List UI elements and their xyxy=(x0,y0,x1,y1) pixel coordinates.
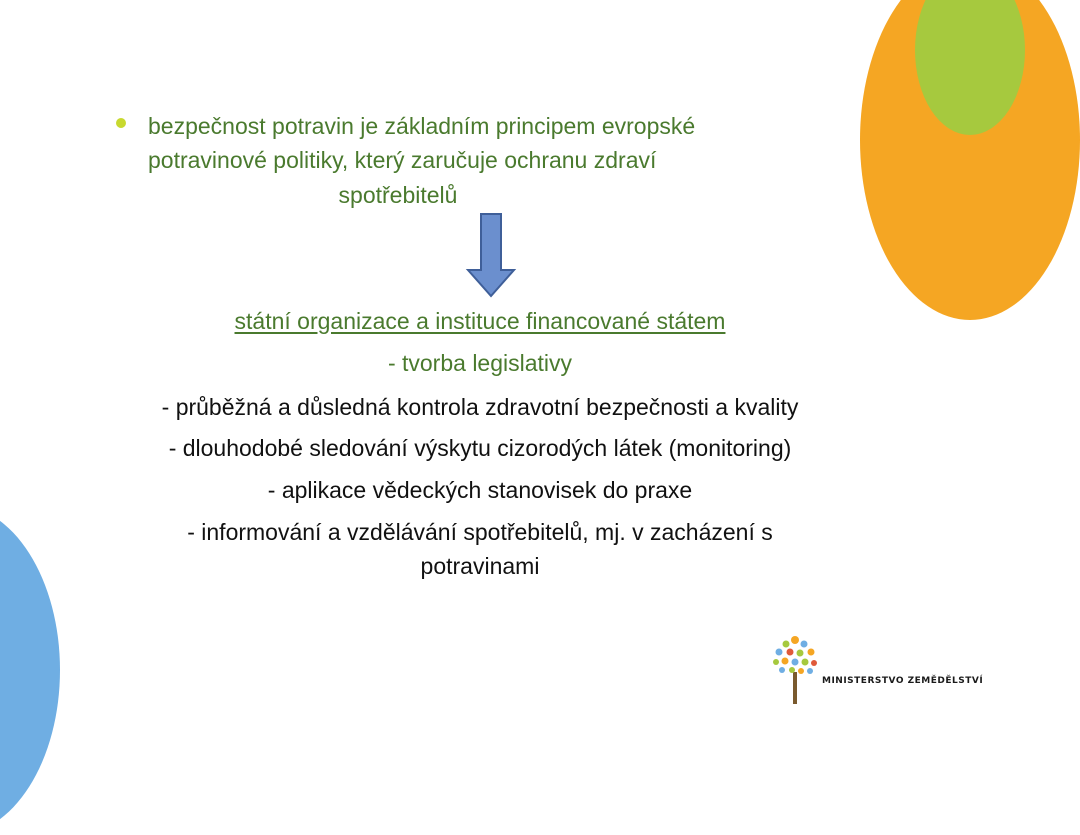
logo-text: MINISTERSTVO ZEMĚDĚLSTVÍ xyxy=(822,676,984,686)
intro-line-1: bezpečnost potravin je základním principem evropské xyxy=(148,113,696,139)
task-monitoring: - dlouhodobé sledování výskytu cizorodých látek (monitoring) xyxy=(168,435,792,461)
task-science: - aplikace vědeckých stanovisek do praxe xyxy=(267,477,693,503)
tree-logo-icon xyxy=(770,632,820,706)
task-control: - průběžná a důsledná kontrola zdravotní bezpečnosti a kvality xyxy=(161,394,799,420)
section-title: státní organizace a instituce financované státem xyxy=(234,308,726,334)
task-information-cont: potravinami xyxy=(420,553,540,579)
intro-line-2: potravinové politiky, který zaručuje ochranu zdraví xyxy=(148,147,657,173)
task-legislation: - tvorba legislativy xyxy=(387,350,573,376)
ministry-logo xyxy=(770,632,984,712)
task-information: - informování a vzdělávání spotřebitelů, mj. v zacházení s xyxy=(187,519,773,545)
intro-line-3: spotřebitelů xyxy=(338,182,458,208)
arrow-down-icon xyxy=(466,212,516,298)
bullet-icon xyxy=(116,118,126,128)
